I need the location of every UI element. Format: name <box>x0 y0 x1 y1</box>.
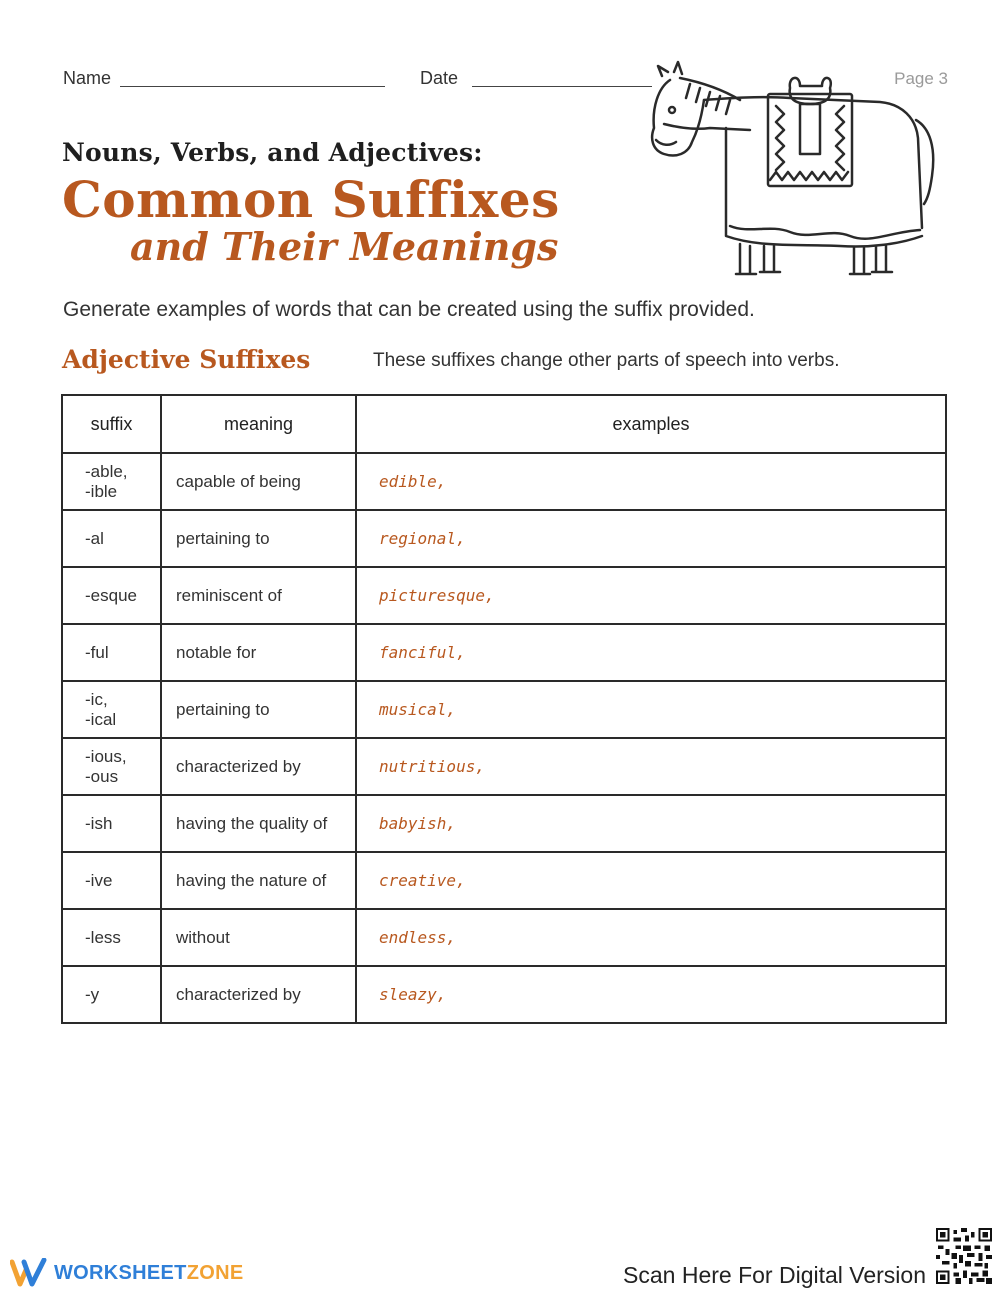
section-title: Adjective Suffixes <box>62 345 311 374</box>
suffix-text: -ical <box>85 709 117 729</box>
meaning-cell: without <box>161 909 356 966</box>
table-row <box>62 453 946 510</box>
example-cell[interactable]: sleazy, <box>356 966 946 1023</box>
suffix-cell <box>62 738 161 795</box>
example-cell[interactable]: picturesque, <box>356 567 946 624</box>
table-row <box>62 795 946 852</box>
header-examples: examples <box>356 395 946 453</box>
table-row <box>62 738 946 795</box>
suffix-text: -ious, <box>85 746 127 766</box>
suffix-cell: -al <box>62 510 161 567</box>
example-cell[interactable]: creative, <box>356 852 946 909</box>
meaning-cell: characterized by <box>161 966 356 1023</box>
logo-text <box>54 1262 243 1285</box>
example-cell[interactable]: regional, <box>356 510 946 567</box>
suffix-text: -able, <box>85 461 128 481</box>
horse-illustration <box>640 58 940 284</box>
section-description: These suffixes change other parts of speech into verbs. <box>373 350 840 371</box>
header-meaning: meaning <box>161 395 356 453</box>
table-row <box>62 852 946 909</box>
table-row <box>62 567 946 624</box>
logo-text-part1: WORKSHEET <box>54 1261 187 1284</box>
example-cell[interactable]: endless, <box>356 909 946 966</box>
example-cell[interactable]: edible, <box>356 453 946 510</box>
meaning-cell: pertaining to <box>161 681 356 738</box>
worksheet-title-line2: and Their Meanings <box>130 224 559 269</box>
meaning-cell: pertaining to <box>161 510 356 567</box>
meaning-cell: having the nature of <box>161 852 356 909</box>
suffix-cell: -ive <box>62 852 161 909</box>
suffix-cell: -ish <box>62 795 161 852</box>
worksheet-subtitle: Nouns, Verbs, and Adjectives: <box>62 138 483 167</box>
suffix-cell: -ful <box>62 624 161 681</box>
table-row <box>62 510 946 567</box>
suffix-text: -ic, <box>85 689 108 709</box>
table-header-row <box>62 395 946 453</box>
name-field[interactable] <box>120 86 385 87</box>
example-cell[interactable]: fanciful, <box>356 624 946 681</box>
worksheetzone-logo-icon <box>10 1258 48 1288</box>
suffix-text: -ible <box>85 481 118 501</box>
header-suffix: suffix <box>62 395 161 453</box>
table-row <box>62 681 946 738</box>
logo-text-part2: ZONE <box>186 1261 244 1284</box>
suffix-table <box>61 394 947 1024</box>
suffix-cell <box>62 453 161 510</box>
meaning-cell: having the quality of <box>161 795 356 852</box>
suffix-cell: -esque <box>62 567 161 624</box>
meaning-cell: characterized by <box>161 738 356 795</box>
suffix-text: -ous <box>85 766 119 786</box>
suffix-cell: -less <box>62 909 161 966</box>
table-row <box>62 909 946 966</box>
example-cell[interactable]: musical, <box>356 681 946 738</box>
example-cell[interactable]: babyish, <box>356 795 946 852</box>
example-cell[interactable]: nutritious, <box>356 738 946 795</box>
name-label: Name <box>63 68 112 88</box>
suffix-cell: -y <box>62 966 161 1023</box>
suffix-cell <box>62 681 161 738</box>
worksheetzone-logo[interactable] <box>10 1258 243 1288</box>
meaning-cell: notable for <box>161 624 356 681</box>
page-number: Page 3 <box>894 69 948 88</box>
meaning-cell: reminiscent of <box>161 567 356 624</box>
date-field[interactable] <box>472 86 652 87</box>
table-row <box>62 966 946 1023</box>
table-row <box>62 624 946 681</box>
meaning-cell: capable of being <box>161 453 356 510</box>
instructions: Generate examples of words that can be created using the suffix provided. <box>63 298 755 321</box>
scan-text: Scan Here For Digital Version <box>623 1262 926 1288</box>
qr-code-icon[interactable] <box>936 1228 992 1284</box>
worksheet-title: Common Suffixes <box>62 170 560 229</box>
date-label: Date <box>420 68 459 88</box>
